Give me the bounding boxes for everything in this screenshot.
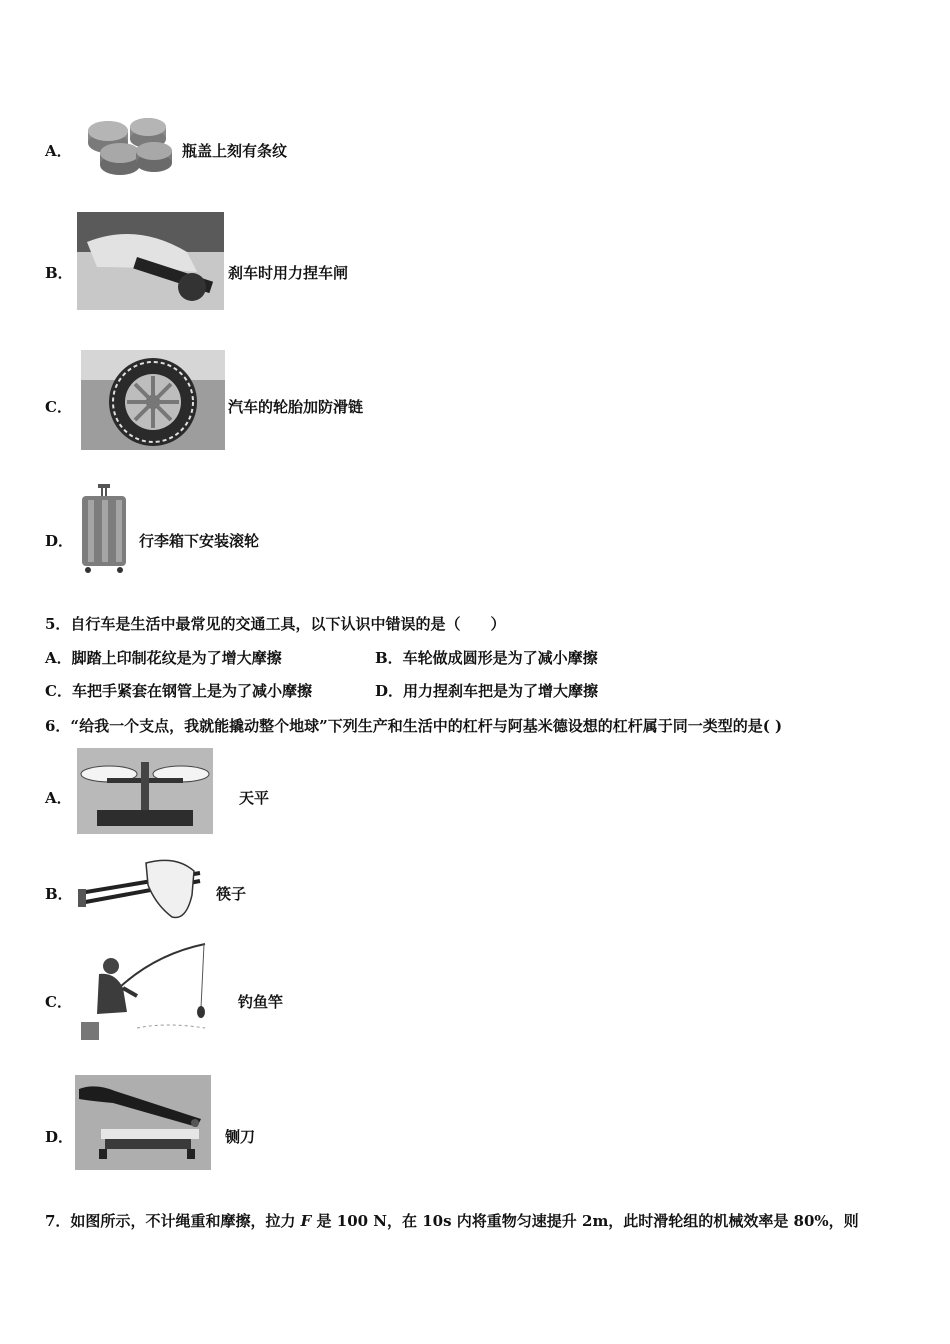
fishing-rod-image [77, 942, 209, 1044]
force-symbol: F [300, 1212, 312, 1230]
question-7-stem-part-2: 是 100 N，在 10s 内将重物匀速提升 2m，此时滑轮组的机械效率是 80%，则 [311, 1212, 859, 1230]
option-letter-b: B． [45, 264, 73, 282]
option-letter-c: C． [45, 993, 72, 1011]
option-text-d: 铡刀 [225, 1128, 256, 1146]
question-7-stem-part-1: 7．如图所示，不计绳重和摩擦，拉力 [45, 1212, 301, 1230]
question-6-stem: 6．“给我一个支点，我就能撬动整个地球”下列生产和生活中的杠杆与阿基米德设想的杠杆属于同一类型的是( ) [45, 717, 783, 735]
guillotine-cutter-image [75, 1075, 211, 1170]
question-5-option-d: D．用力捏刹车把是为了增大摩擦 [375, 682, 599, 700]
brake-handle-image [77, 212, 224, 310]
question-5-option-a: A．脚踏上印制花纹是为了增大摩擦 [45, 649, 282, 667]
option-text-b: 筷子 [216, 885, 247, 903]
question-5-stem: 5．自行车是生活中最常见的交通工具，以下认识中错误的是（ ） [45, 615, 506, 633]
bottle-caps-image [78, 105, 174, 177]
option-letter-d: D． [45, 1128, 74, 1146]
option-text-b: 刹车时用力捏车闸 [228, 264, 349, 282]
balance-image [77, 748, 213, 834]
option-letter-d: D． [45, 532, 74, 550]
option-letter-a: A． [45, 142, 72, 160]
option-text-a: 瓶盖上刻有条纹 [182, 142, 288, 160]
option-text-d: 行李箱下安装滚轮 [139, 532, 260, 550]
question-5-option-c: C．车把手紧套在钢管上是为了减小摩擦 [45, 682, 312, 700]
question-5-option-b: B．车轮做成圆形是为了减小摩擦 [375, 649, 598, 667]
option-letter-b: B． [45, 885, 73, 903]
option-text-c: 钓鱼竿 [238, 993, 284, 1011]
option-letter-a: A． [45, 789, 72, 807]
question-7-stem [45, 1210, 859, 1231]
option-letter-c: C． [45, 398, 72, 416]
option-text-a: 天平 [239, 789, 270, 807]
luggage-image [78, 484, 130, 574]
tire-chain-image [81, 350, 225, 450]
chopsticks-image [76, 855, 206, 923]
option-text-c: 汽车的轮胎加防滑链 [228, 398, 364, 416]
